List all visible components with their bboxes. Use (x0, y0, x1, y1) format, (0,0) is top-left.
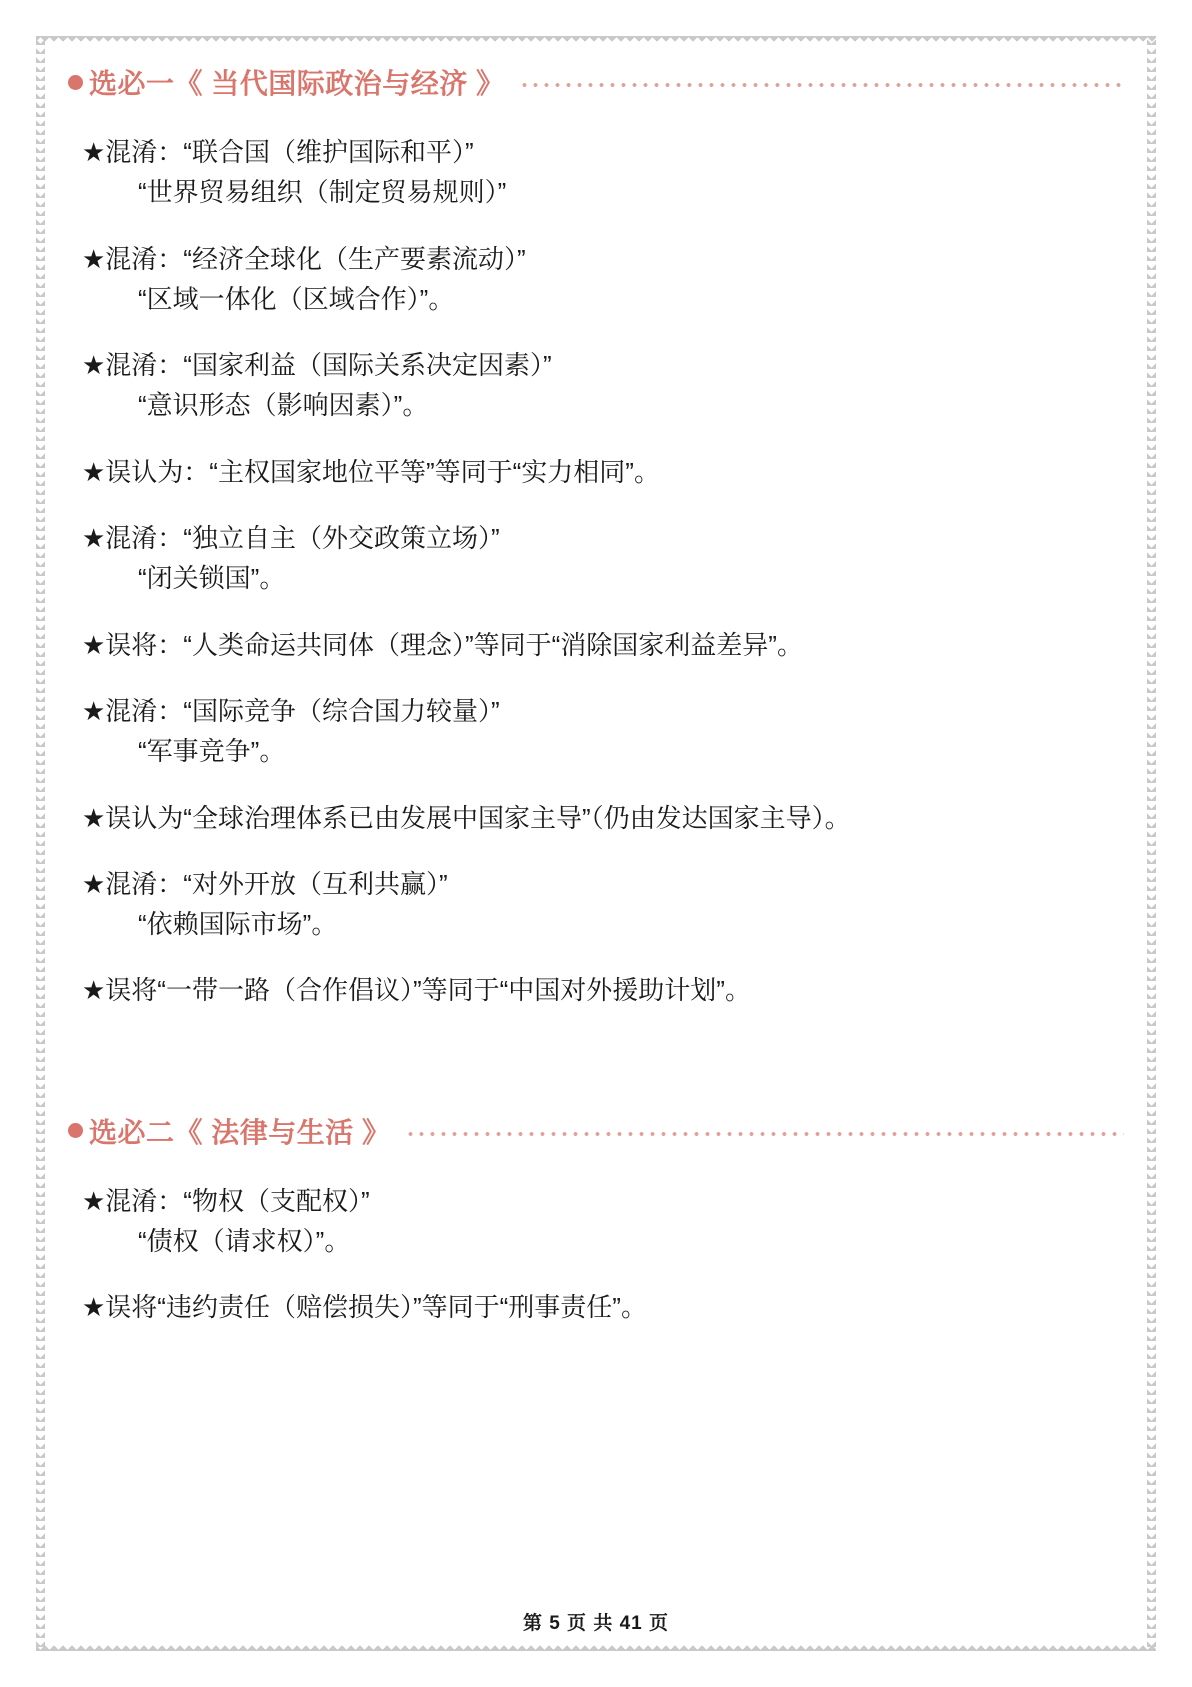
entry-line-1: ★混淆：“国际竞争（综合国力较量）” (82, 695, 500, 726)
entry-line-2: “依赖国际市场”。 (138, 909, 338, 940)
border-top (36, 36, 1156, 45)
entry-line-1: ★混淆：“联合国（维护国际和平）” (82, 137, 474, 167)
border-left (36, 36, 45, 1651)
section-heading-2 (68, 1111, 1124, 1151)
list-item (68, 864, 1124, 945)
list-item (68, 1287, 1124, 1327)
list-item (68, 345, 1124, 426)
list-item (68, 625, 1124, 665)
entry-line-1: ★混淆：“物权（支配权）” (82, 1185, 370, 1216)
entry-line-2: “世界贸易组织（制定贸易规则）” (138, 177, 507, 208)
dot-leader-1 (519, 83, 1124, 87)
list-item (68, 1181, 1124, 1262)
section-title-2: 选必二《 法律与生活 》 (89, 1116, 391, 1148)
section-heading-1 (68, 62, 1124, 102)
entry-line-1: ★混淆：“对外开放（互利共赢）” (82, 868, 448, 899)
list-item (68, 518, 1124, 599)
entry-line-2: “区域一体化（区域合作）”。 (138, 283, 455, 314)
entry-line-2: “军事竞争”。 (138, 736, 286, 767)
entry-line-1: ★混淆：“经济全球化（生产要素流动）” (82, 243, 526, 274)
entry-line-1: ★误将：“人类命运共同体（理念）”等同于“消除国家利益差异”。 (82, 629, 803, 660)
entry-line-1: ★误将“一带一路（合作倡议）”等同于“中国对外援助计划”。 (82, 975, 751, 1006)
section-spacer (68, 1037, 1124, 1111)
entry-line-1: ★误认为“全球治理体系已由发展中国家主导”（仍由发达国家主导）。 (82, 802, 851, 833)
list-item (68, 452, 1124, 492)
entry-line-2: “意识形态（影响因素）”。 (138, 390, 429, 421)
entry-line-1: ★混淆：“独立自主（外交政策立场）” (82, 523, 500, 554)
list-item (68, 239, 1124, 320)
list-item (68, 798, 1124, 838)
entry-line-1: ★误认为：“主权国家地位平等”等同于“实力相同”。 (82, 456, 660, 487)
dot-leader-2 (405, 1132, 1124, 1136)
entry-line-1: ★误将“违约责任（赔偿损失）”等同于“刑事责任”。 (82, 1292, 647, 1323)
list-item (68, 691, 1124, 772)
entry-line-2: “债权（请求权）”。 (138, 1226, 351, 1257)
section-title-1: 选必一《 当代国际政治与经济 》 (89, 68, 505, 99)
entry-line-1: ★混淆：“国家利益（国际关系决定因素）” (82, 350, 552, 381)
page-footer: 第 5 页 共 41 页 (522, 1613, 670, 1634)
document-content (68, 62, 1124, 1328)
bullet-dot-icon (68, 75, 83, 90)
bullet-dot-icon (68, 1123, 83, 1138)
entry-line-2: “闭关锁国”。 (138, 563, 286, 594)
border-bottom (36, 1642, 1156, 1651)
list-item (68, 970, 1124, 1010)
border-right (1147, 36, 1156, 1651)
list-item (68, 132, 1124, 213)
